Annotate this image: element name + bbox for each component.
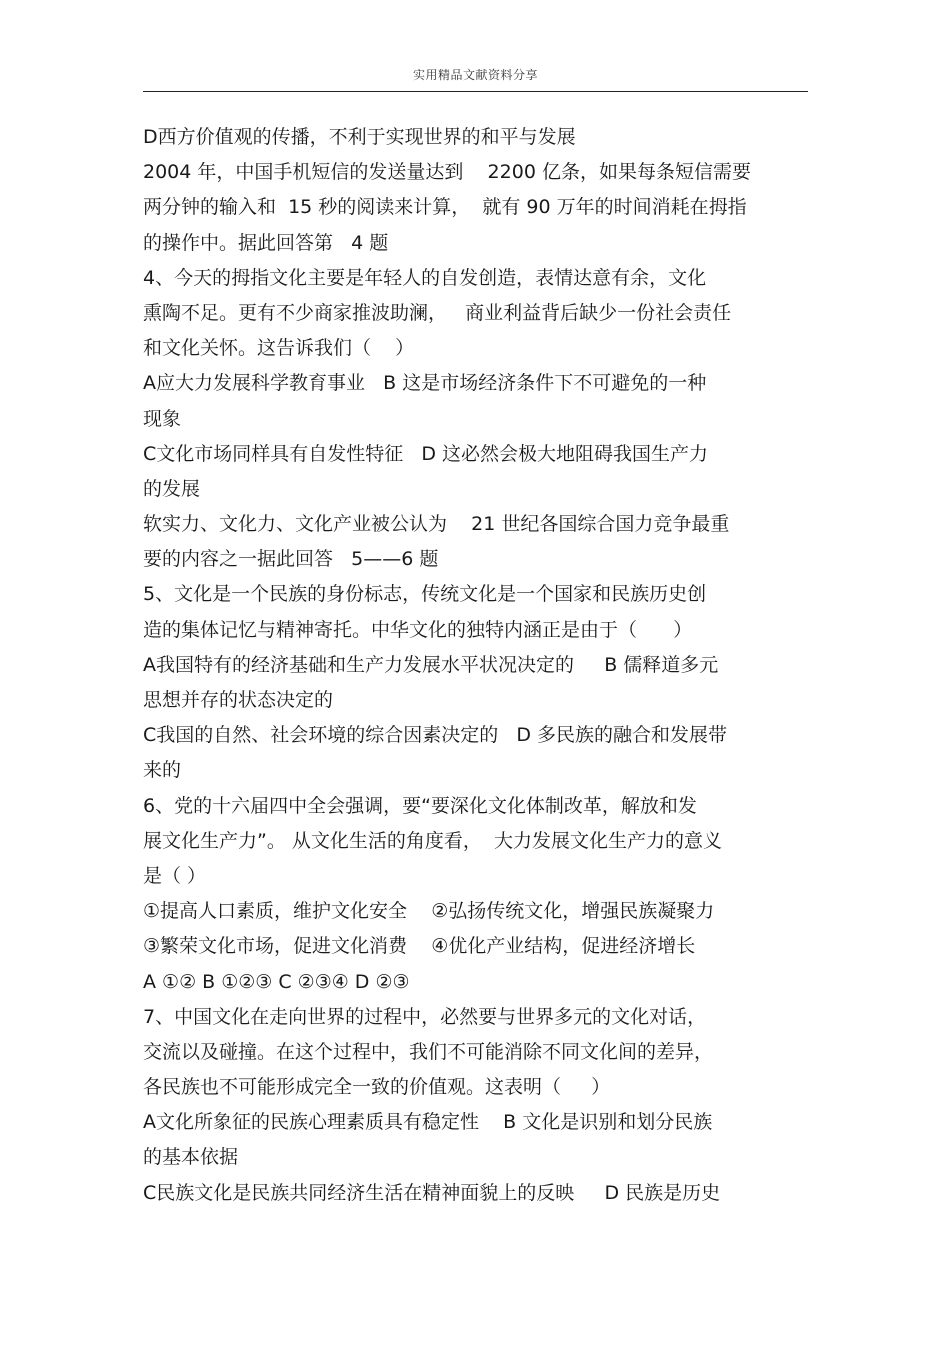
page-header: 实用精品文献资料分享	[412, 68, 538, 82]
question-5-line: 5、文化是一个民族的身份标志，传统文化是一个国家和民族历史创	[143, 583, 707, 606]
statement-line: ①提高人口素质，维护文化安全 ②弘扬传统文化，增强民族凝聚力	[143, 900, 715, 923]
text-line: 2004 年，中国手机短信的发送量达到 2200 亿条，如果每条短信需要	[143, 161, 751, 184]
option-line: 的发展	[143, 477, 201, 500]
option-line: 的基本依据	[143, 1146, 239, 1169]
text-line: 熏陶不足。更有不少商家推波助澜， 商业利益背后缺少一份社会责任	[143, 301, 732, 324]
text-line: 要的内容之一据此回答 5——6 题	[143, 548, 439, 571]
question-7-line: 7、中国文化在走向世界的过程中，必然要与世界多元的文化对话，	[143, 1005, 707, 1028]
text-line: 软实力、文化力、文化产业被公认为 21 世纪各国综合国力竞争最重	[143, 513, 730, 536]
text-line: 交流以及碰撞。在这个过程中，我们不可能消除不同文化间的差异，	[143, 1040, 714, 1063]
text-line: 展文化生产力”。 从文化生活的角度看， 大力发展文化生产力的意义	[143, 829, 722, 852]
option-line: 思想并存的状态决定的	[143, 689, 334, 711]
option-line: C我国的自然、社会环境的综合因素决定的 D 多民族的融合和发展带	[143, 724, 728, 747]
option-line: A应大力发展科学教育事业 B 这是市场经济条件下不可避免的一种	[143, 372, 707, 395]
text-line: 的操作中。据此回答第 4 题	[143, 231, 389, 254]
header-divider	[143, 91, 808, 92]
option-line: 来的	[143, 759, 182, 782]
option-line: A ①② B ①②③ C ②③④ D ②③	[143, 970, 410, 993]
statement-line: ③繁荣文化市场，促进文化消费 ④优化产业结构，促进经济增长	[143, 935, 696, 958]
text-line: 各民族也不可能形成完全一致的价值观。这表明（ ）	[143, 1076, 611, 1099]
text-line: 两分钟的输入和 15 秒的阅读来计算， 就有 90 万年的时间消耗在拇指	[143, 196, 747, 219]
text-line: 造的集体记忆与精神寄托。中华文化的独特内涵正是由于（ ）	[143, 618, 693, 641]
option-line: C文化市场同样具有自发性特征 D 这必然会极大地阻碍我国生产力	[143, 442, 709, 465]
option-line: A文化所象征的民族心理素质具有稳定性 B 文化是识别和划分民族	[143, 1111, 713, 1134]
question-4-line: 4、今天的拇指文化主要是年轻人的自发创造，表情达意有余，文化	[143, 266, 707, 289]
option-line: C民族文化是民族共同经济生活在精神面貌上的反映 D 民族是历史	[143, 1181, 721, 1204]
document-body	[143, 120, 813, 1211]
option-line: A我国特有的经济基础和生产力发展水平状况决定的 B 儒释道多元	[143, 653, 719, 676]
text-line: 和文化关怀。这告诉我们（ ）	[143, 337, 415, 360]
option-line: 现象	[143, 407, 182, 430]
question-6-line: 6、党的十六届四中全会强调，要“要深化文化体制改革，解放和发	[143, 794, 697, 817]
text-line: D西方价值观的传播，不利于实现世界的和平与发展	[143, 126, 576, 148]
text-line: 是（ ）	[143, 864, 207, 887]
